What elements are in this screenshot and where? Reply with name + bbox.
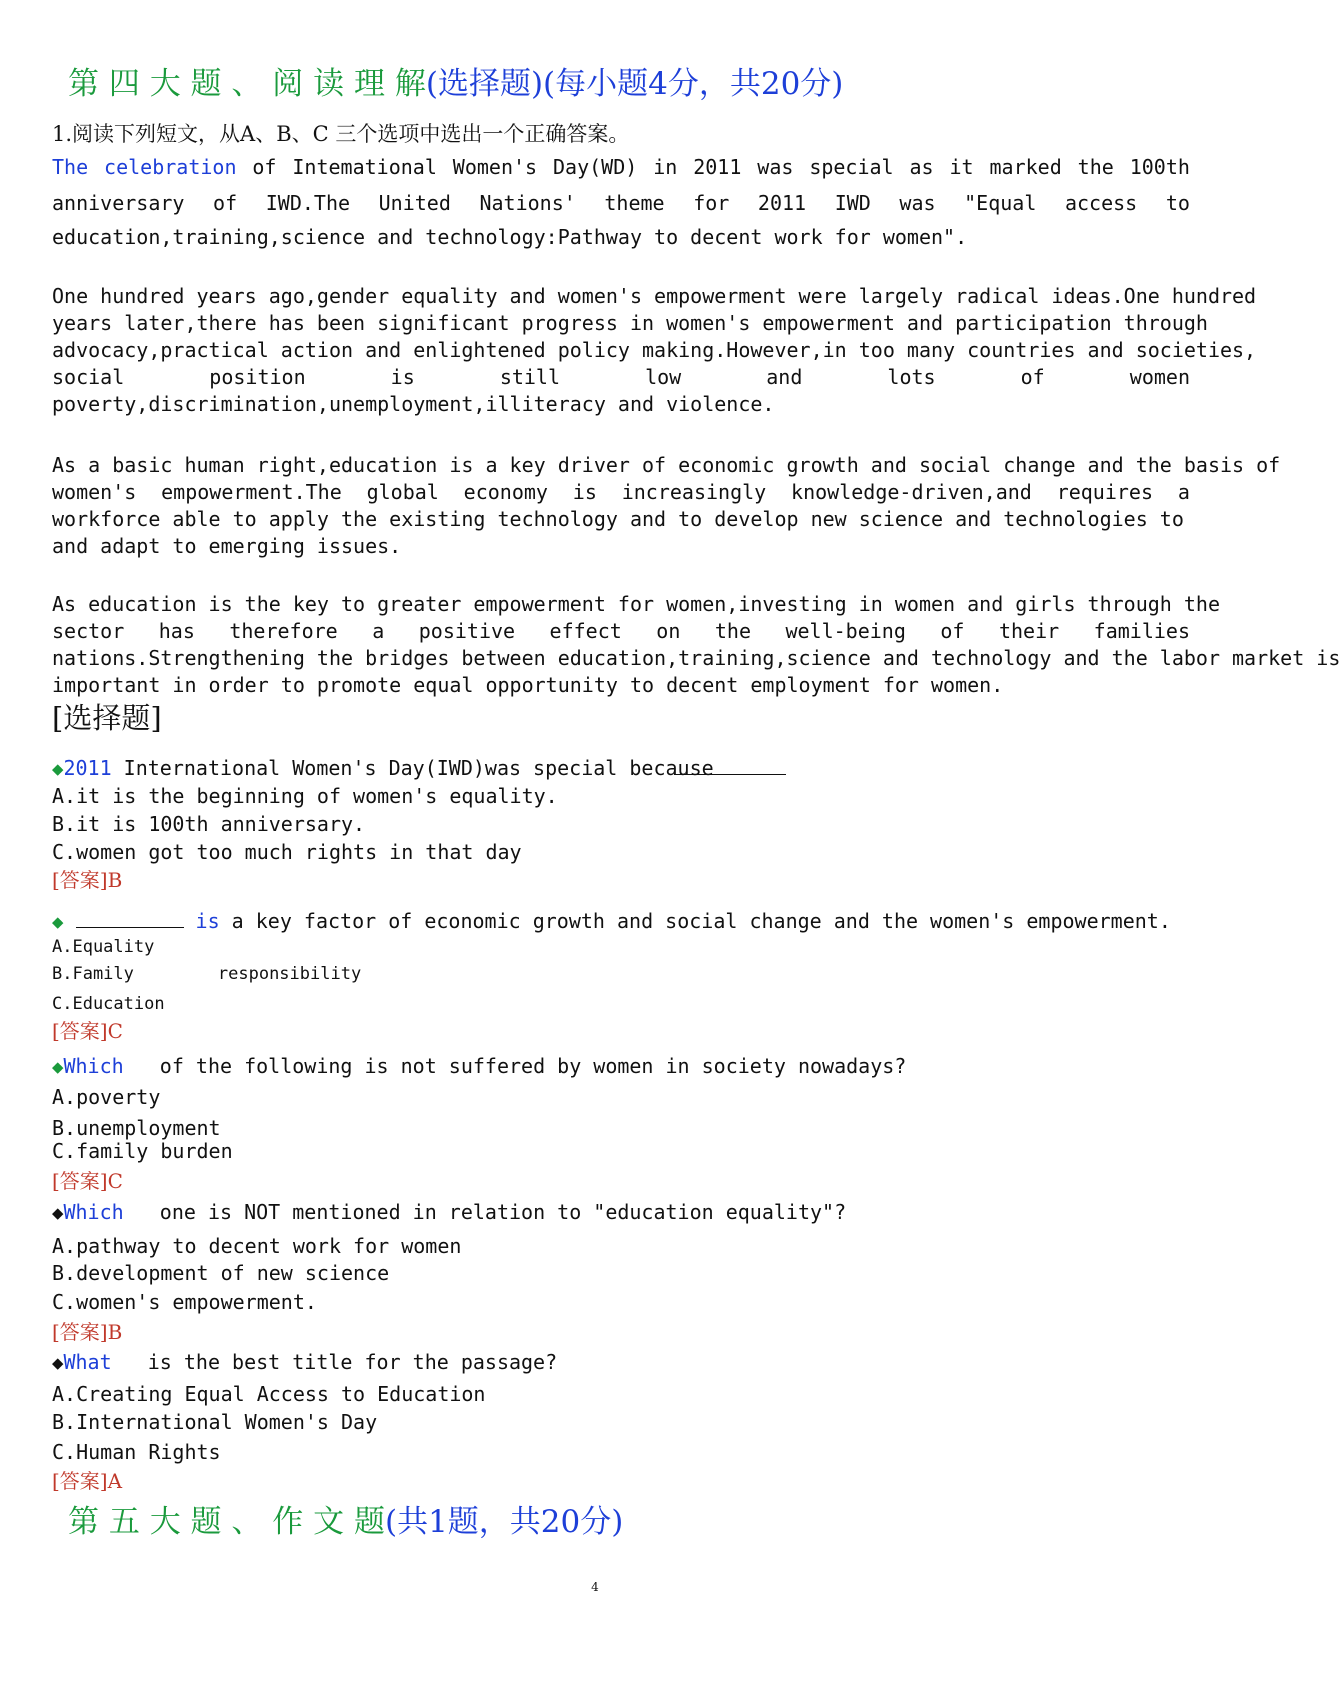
diamond-bullet-icon: ◆ [52,1352,64,1374]
passage-word: sector [52,619,125,643]
question-4-option-c: C.women's empowerment. [52,1290,317,1314]
question-1-stem [52,754,786,783]
passage-word: special [809,155,894,179]
passage-word: Nations' [479,191,576,215]
page-number: 4 [591,1580,599,1594]
question-5-stem [52,1348,557,1377]
passage-word: increasingly [621,480,767,504]
passage-word: "Equal [964,191,1037,215]
section4-score: (选择题)(每小题4分，共20分) [425,66,844,102]
passage-word: the [1077,155,1114,179]
passage-word: lots [887,365,936,389]
question-3-option-c: C.family burden [52,1139,233,1163]
passage-p3-line1: As a basic human right,education is a key driver of economic growth and social change and the basis of [52,453,1281,477]
passage-word: the [714,619,751,643]
passage-word: knowledge-driven,and [791,480,1032,504]
passage-word: IWD [834,191,871,215]
passage-word: families [1093,619,1190,643]
passage-word: theme [604,191,665,215]
passage-word: of [1020,365,1045,389]
question-3-text: of the following is not suffered by women in society nowadays? [123,1054,907,1078]
question-3-stem [52,1052,906,1081]
passage-p4-line1: As education is the key to greater empowerment for women,investing in women and girls through the [52,592,1220,616]
passage-p2-line3: advocacy,practical action and enlightened policy making.However,in too many countries and societies, [52,338,1257,362]
passage-word: as [909,155,934,179]
question-3-answer: [答案]C [52,1169,123,1193]
passage-word: was [757,155,794,179]
question-4-text: one is NOT mentioned in relation to "education equality"? [123,1200,847,1224]
passage-p1-line1 [52,154,1190,181]
question-1-lead: 2011 [63,756,112,780]
diamond-bullet-icon: ◆ [52,911,64,933]
question-2-text: a key factor of economic growth and social change and the women's empowerment. [219,909,1171,933]
passage-p4-line2 [52,618,1190,645]
passage-word: of [213,191,238,215]
passage-word: therefore [229,619,338,643]
passage-word: for [693,191,730,215]
passage-word: Women's [452,155,538,179]
passage-word: position [209,365,306,389]
question-3-lead: Which [63,1054,124,1078]
question-1-option-b: B.it is 100th anniversary. [52,812,366,836]
passage-word: a [372,619,385,643]
question-5-answer: [答案]A [52,1469,123,1493]
question-1-option-c: C.women got too much rights in that day [52,840,522,864]
question-4-option-b: B.development of new science [52,1261,390,1285]
passage-word: low [645,365,682,389]
passage-word: 2011 [693,155,742,179]
question-4-option-a: A.pathway to decent work for women [52,1234,462,1258]
section4-title: 第 四 大 题 、 阅 读 理 解 [68,66,426,102]
passage-p2-line2: years later,there has been significant progress in women's empowerment and participation through [52,311,1208,335]
question-2-answer: [答案]C [52,1019,123,1043]
question-5-option-c: C.Human Rights [52,1440,221,1464]
question-4-answer: [答案]B [52,1320,123,1344]
passage-word: United [378,191,451,215]
passage-word: their [998,619,1060,643]
passage-word: it [949,155,974,179]
passage-p3-line3: workforce able to apply the existing technology and to develop new science and technologies to [52,507,1184,531]
question-4-lead: Which [63,1200,124,1224]
passage-p2-line5: poverty,discrimination,unemployment,illiteracy and violence. [52,392,775,416]
passage-word: The [52,155,89,179]
passage-word: of [940,619,965,643]
section5-title: 第 五 大 题 、 作 文 题 [68,1504,385,1540]
passage-p1-line2 [52,190,1190,217]
passage-word: and [766,365,803,389]
passage-p4-line4: important in order to promote equal opportunity to decent employment for women. [52,673,1004,697]
passage-word: in [653,155,678,179]
question-3-option-a: A.poverty [52,1085,161,1109]
passage-word: requires [1056,480,1154,504]
question-1-option-a: A.it is the beginning of women's equality. [52,784,558,808]
question-1-answer: [答案]B [52,868,123,892]
passage-word: women's [52,480,137,504]
section5-score: (共1题，共20分) [384,1504,624,1540]
answer-blank [674,774,786,775]
passage-word: of [252,155,277,179]
section4-heading [68,58,843,103]
answer-blank [76,927,184,928]
question-1-text: International Women's Day(IWD)was special because [111,756,714,780]
passage-word: women [1129,365,1190,389]
passage-word: social [52,365,125,389]
passage-word: marked [989,155,1062,179]
passage-word: has [158,619,195,643]
passage-p1-line3: education,training,science and technology:Pathway to decent work for women". [52,225,968,249]
passage-word: empowerment.The [161,480,342,504]
choice-section-header: [选择题] [52,701,162,735]
passage-p2-line4 [52,364,1190,391]
question-2-option-b-extra: responsibility [217,964,362,984]
passage-p2-line1: One hundred years ago,gender equality and women's empowerment were largely radical ideas.One hundred [52,284,1257,308]
question-5-lead: What [63,1350,112,1374]
question-2-option-a: A.Equality [52,937,155,957]
passage-word: 2011 [757,191,807,215]
passage-word: to [1165,191,1190,215]
question-2-stem [52,907,1171,936]
question-4-stem [52,1198,846,1227]
passage-word: anniversary [52,191,185,215]
passage-word: 100th [1129,155,1190,179]
diamond-bullet-icon: ◆ [52,1202,64,1224]
passage-word: positive [418,619,516,643]
passage-word: Intemational [292,155,437,179]
diamond-bullet-icon: ◆ [52,1056,64,1078]
question-3-option-b: B.unemployment [52,1116,221,1140]
passage-word: effect [549,619,622,643]
passage-p3-line2 [52,479,1190,506]
passage-word: economy [463,480,548,504]
passage-word: is [572,480,597,504]
question-2-option-b [52,959,361,989]
passage-word: Day(WD) [553,155,638,179]
passage-p3-line4: and adapt to emerging issues. [52,534,402,558]
passage-word: access [1064,191,1138,215]
section5-heading [68,1496,623,1541]
passage-word: celebration [104,155,237,179]
passage-word: well-being [785,619,906,643]
question-5-option-a: A.Creating Equal Access to Education [52,1382,486,1406]
passage-word: still [499,365,561,389]
passage-word: was [899,191,936,215]
passage-word: is [390,365,415,389]
passage-p4-line3: nations.Strengthening the bridges between education,training,science and technology and the labor market is [52,646,1340,670]
passage-word: on [656,619,681,643]
passage-word: a [1177,480,1190,504]
question-2-option-c: C.Education [52,994,165,1014]
question-2-option-b-label: B.Family [52,964,134,984]
question-2-lead: is [195,909,220,933]
diamond-bullet-icon: ◆ [52,758,64,780]
question-5-option-b: B.International Women's Day [52,1410,378,1434]
passage-word: IWD.The [265,191,351,215]
instruction-text: 1.阅读下列短文，从A、B、C 三个选项中选出一个正确答案。 [52,122,630,146]
question-5-text: is the best title for the passage? [111,1350,558,1374]
passage-word: global [366,480,439,504]
